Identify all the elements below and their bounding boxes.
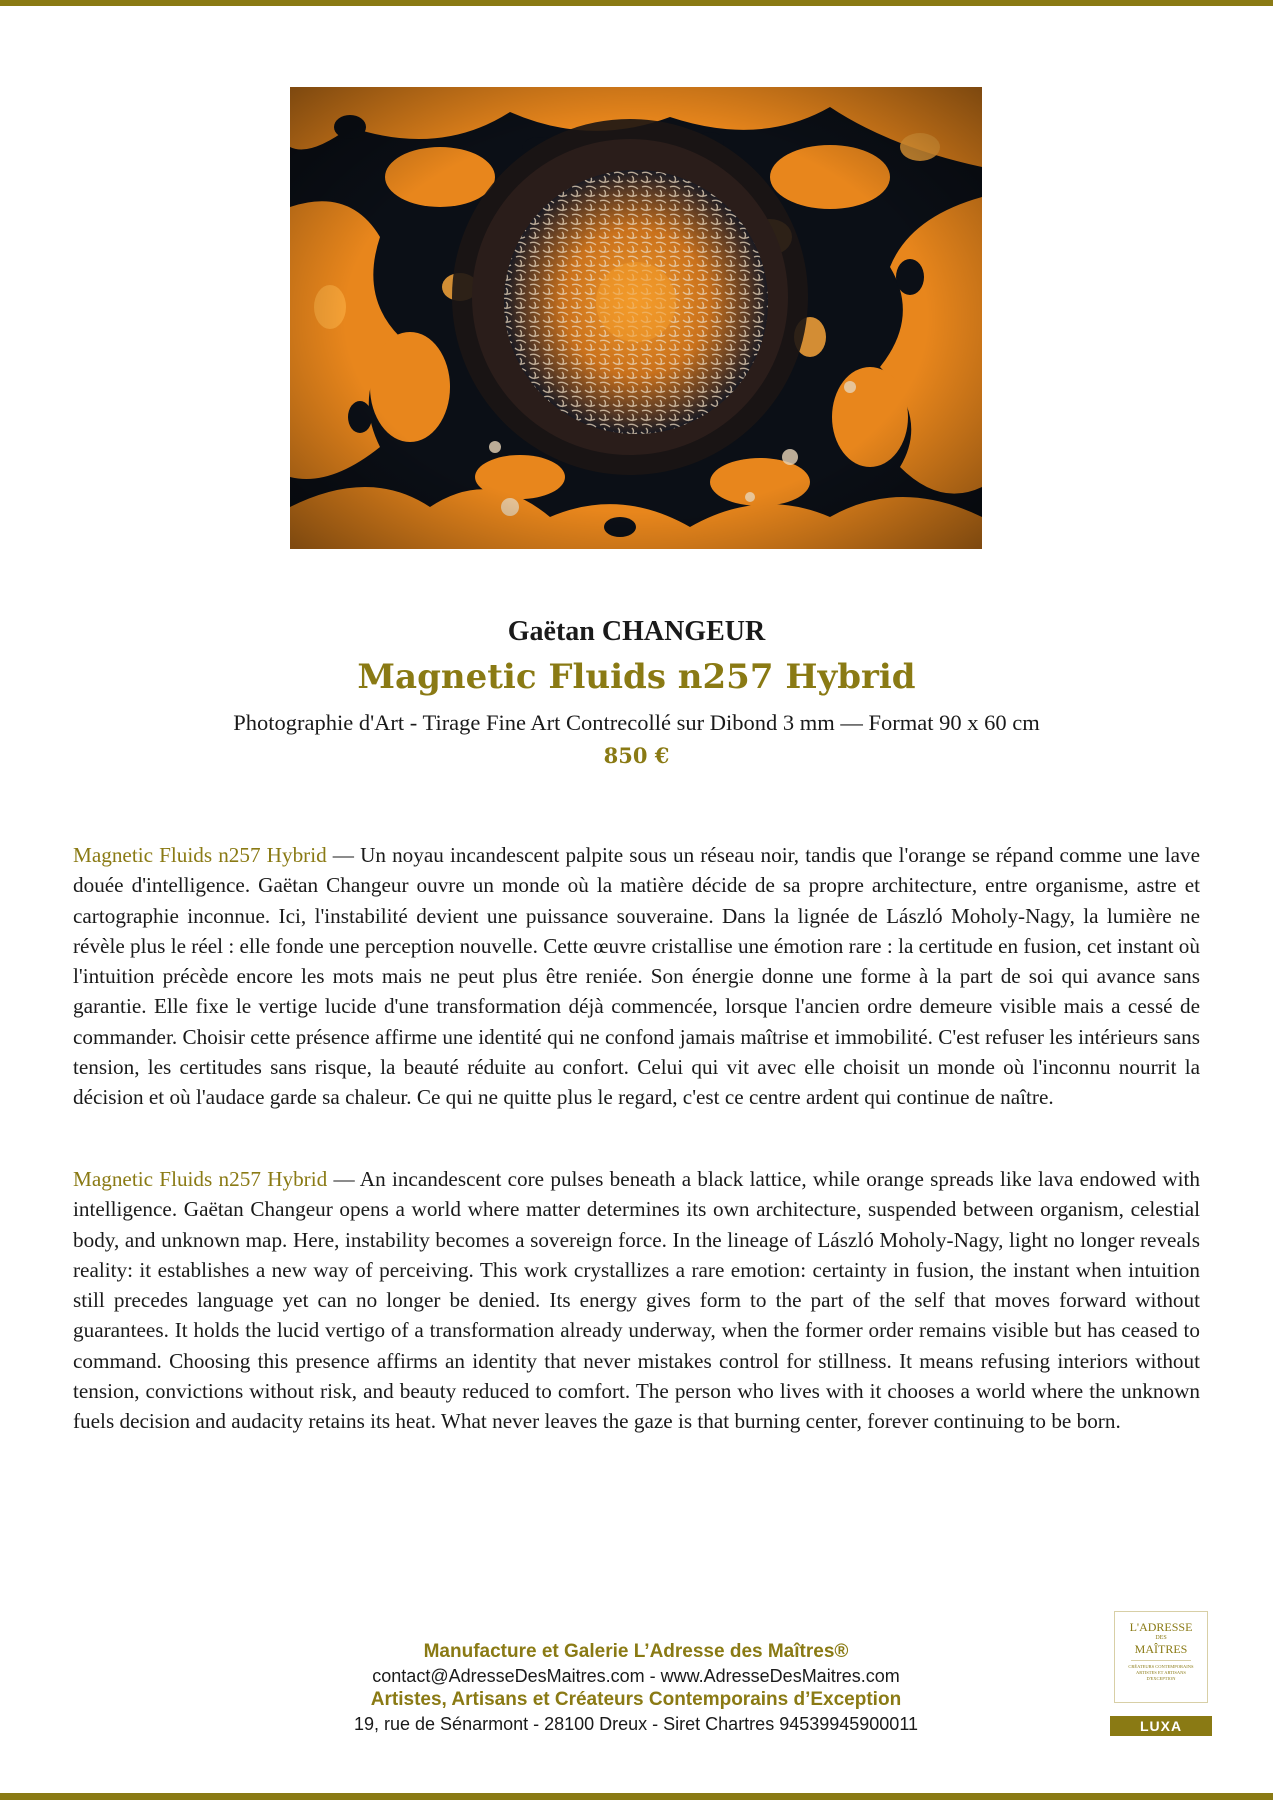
artwork-title: Magnetic Fluids n257 Hybrid bbox=[357, 657, 916, 697]
logo-line-3: MAÎTRES bbox=[1134, 1642, 1188, 1656]
description-en bbox=[73, 1164, 1200, 1437]
artwork-svg bbox=[290, 87, 982, 549]
bottom-border bbox=[0, 1793, 1273, 1800]
logo-line-4: CRÉATEURS CONTEMPORAINS ARTISTES ET ARTISANS D'EXCEPTION bbox=[1128, 1664, 1194, 1681]
logo-line-1: L'ADRESSE bbox=[1129, 1620, 1193, 1634]
description-fr-lead: Magnetic Fluids n257 Hybrid bbox=[73, 843, 327, 867]
artwork-subtitle: Photographie d'Art - Tirage Fine Art Contrecollé sur Dibond 3 mm — Format 90 x 60 cm bbox=[233, 710, 1040, 735]
footer bbox=[236, 1640, 1036, 1736]
footer-address: 19, rue de Sénarmont - 28100 Dreux - Siret Chartres 94539945900011 bbox=[353, 1714, 919, 1734]
artist-name: Gaëtan CHANGEUR bbox=[507, 616, 766, 647]
artwork-header bbox=[0, 612, 1273, 772]
description-en-text: — An incandescent core pulses beneath a black lattice, while orange spreads like lava endowed with intelligence. Gaëtan Changeur opens a world where matter determines its own architecture, suspended between organism, celestial body, and unknown map. Here, instability becomes a sovereign force. In the lineage of László Moholy-Nagy, light no longer reveals reality: it establishes a new way of perceiving. This work crystallizes a rare emotion: certainty in fusion, the instant when intuition still precedes language yet can no longer be denied. Its energy gives form to the part of the self that moves forward without guarantees. It holds the lucid vertigo of a transformation already underway, when the former order remains visible but has ceased to command. Choosing this presence affirms an identity that never mistakes control for stillness. It means refusing interiors without tension, convictions without risk, and beauty reduced to comfort. The person who lives with it chooses a world where the unknown fuels decision and audacity retains its heat. What never leaves the gaze is that burning center, forever continuing to be born. bbox=[73, 1167, 1200, 1434]
description-en-lead: Magnetic Fluids n257 Hybrid bbox=[73, 1167, 328, 1191]
description-fr-text: — Un noyau incandescent palpite sous un réseau noir, tandis que l'orange se répand comme une lave douée d'intelligence. Gaëtan Changeur ouvre un monde où la matière décide de sa propre architecture, entre organisme, astre et cartographie inconnue. Ici, l'instabilité devient une puissance souveraine. Dans la lignée de László Moholy-Nagy, la lumière ne révèle plus le réel : elle fonde une perception nouvelle. Cette œuvre cristallise une émotion rare : la certitude en fusion, cet instant où l'intuition précède encore les mots mais ne peut plus être reniée. Son énergie donne une forme à la part de soi qui avance sans garantie. Elle fixe le vertige lucide d'une transformation déjà commencée, lorsque l'ancien ordre demeure visible mais a cessé de commander. Choisir cette présence affirme une identité qui ne confond jamais maîtrise et immobilité. C'est refuser les intérieurs sans tension, les certitudes sans risque, la beauté réduite au confort. Celui qui vit avec elle choisit un monde où l'inconnu nourrit la décision et où l'audace garde sa chaleur. Ce qui ne quitte plus le regard, c'est ce centre ardent qui continue de naître. bbox=[73, 843, 1200, 1110]
logo-divider bbox=[1131, 1660, 1191, 1661]
gallery-logo bbox=[1114, 1611, 1208, 1703]
footer-tagline: Artistes, Artisans et Créateurs Contemporains d’Exception bbox=[370, 1689, 902, 1710]
luxa-badge: LUXA bbox=[1110, 1716, 1212, 1736]
artwork-image bbox=[290, 87, 982, 549]
top-border bbox=[0, 0, 1273, 6]
footer-contact: contact@AdresseDesMaitres.com - www.AdresseDesMaitres.com bbox=[372, 1666, 900, 1686]
description-fr bbox=[73, 840, 1200, 1113]
logo-line-2: DES bbox=[1155, 1635, 1167, 1641]
footer-company: Manufacture et Galerie L’Adresse des Maîtres® bbox=[423, 1641, 849, 1662]
artwork-price: 850 € bbox=[603, 743, 670, 768]
